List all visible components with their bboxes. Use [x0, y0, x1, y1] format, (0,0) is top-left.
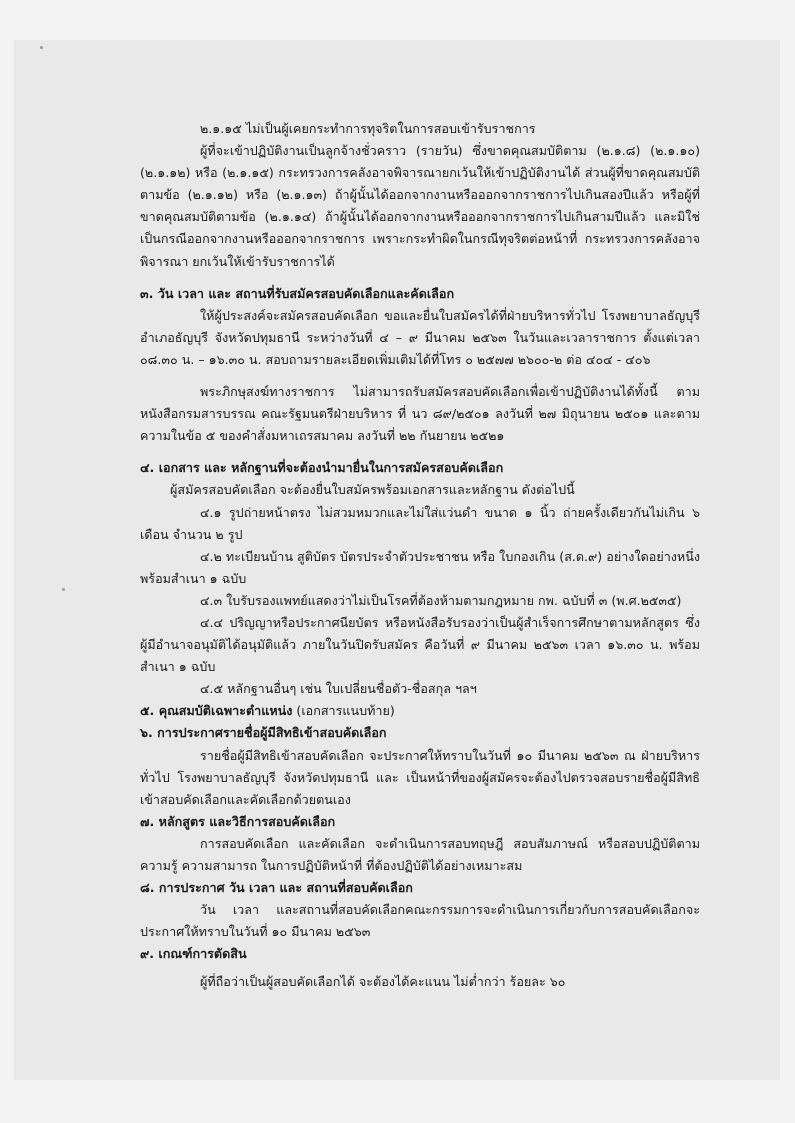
section-4-heading: ๔. เอกสาร และ หลักฐานที่จะต้องนำมายื่นในการสมัครสอบคัดเลือก: [140, 460, 504, 476]
document-item-4-1: ๔.๑ รูปถ่ายหน้าตรง ไม่สวมหมวกและไม่ใส่แว่นดำ ขนาด ๑ นิ้ว ถ่ายครั้งเดียวกันไม่เกิน ๖ เดือน จำนวน ๒ รูป: [140, 504, 700, 542]
section-5-note: (เอกสารแนบท้าย): [292, 703, 395, 719]
clause-2-1-15: ๒.๑.๑๕ ไม่เป็นผู้เคยกระทำการทุจริตในการสอบเข้ารับราชการ: [200, 121, 536, 136]
section-3-heading: ๓. วัน เวลา และ สถานที่รับสมัครสอบคัดเลือกและคัดเลือก: [140, 285, 455, 301]
exam-schedule-paragraph: วัน เวลา และสถานที่สอบคัดเลือกคณะกรรมการจะดำเนินการเกี่ยวกับการสอบคัดเลือกจะประกาศให้ทราบในวันที่ ๑๐ มีนาคม ๒๕๖๓: [140, 902, 700, 940]
exam-method-paragraph: การสอบคัดเลือก และคัดเลือก จะดำเนินการสอบทฤษฎี สอบสัมภาษณ์ หรือสอบปฏิบัติตามความรู้ ความสามารถ ในการปฏิบัติหน้าที่ ที่ต้องปฏิบัติได้อย่างเหมาะสม: [140, 835, 700, 873]
scan-speck: [62, 588, 65, 591]
section-5-heading: [140, 700, 700, 722]
document-item-4-4: ๔.๔ ปริญญาหรือประกาศนียบัตร หรือหนังสือรับรองว่าเป็นผู้สำเร็จการศึกษาตามหลักสูตร ซึ่งผู้มีอำนาจอนุมัติได้อนุมัติแล้ว ภายในวันปิดรับสมัคร คือวันที่ ๙ มีนาคม ๒๕๖๓ เวลา ๑๖.๓๐ น. พร้อมสำเนา ๑ ฉบับ: [140, 614, 700, 675]
exemption-paragraph: ผู้ที่จะเข้าปฏิบัติงานเป็นลูกจ้างชั่วคราว (รายวัน) ซึ่งขาดคุณสมบัติตาม (๒.๑.๘) (๒.๑.๑๐) (๒.๑.๑๒) หรือ (๒.๑.๑๕) กระทรวงการคลังอาจพิจารณายกเว้นให้เข้าปฏิบัติงานได้ ส่วนผู้ที่ขาดคุณสมบัติตามข้อ (๒.๑.๑๒) หรือ (๒.๑.๑๓) ถ้าผู้นั้นได้ออกจากงานหรือออกจากราชการไปเกินสองปีแล้ว หรือผู้ที่ขาดคุณสมบัติตามข้อ (๒.๑.๑๔) ถ้าผู้นั้นได้ออกจากงานหรือออกจากราชการไปเกินสามปีแล้ว และมิใช่เป็นกรณีออกจากงานหรือออกจากราชการ เพราะกระทำผิดในกรณีทุจริตต่อหน้าที่ กระทรวงการคลังอาจพิจารณา ยกเว้นให้เข้ารับราชการได้: [140, 143, 700, 269]
section-6-heading: ๖. การประกาศรายชื่อผู้มีสิทธิเข้าสอบคัดเลือก: [140, 725, 387, 741]
scan-speck: [40, 46, 43, 49]
application-period-paragraph: ให้ผู้ประสงค์จะสมัครสอบคัดเลือก ขอและยื่นใบสมัครได้ที่ฝ่ายบริหารทั่วไป โรงพยาบาลธัญบุรี อำเภอธัญบุรี จังหวัดปทุมธานี ระหว่างวันที่ ๔ – ๙ มีนาคม ๒๕๖๓ ในวันและเวลาราชการ ตั้งแต่เวลา ๐๘.๓๐ น. – ๑๖.๓๐ น. สอบถามรายละเอียดเพิ่มเติมได้ที่โทร ๐ ๒๕๗๗ ๒๖๐๐-๒ ต่อ ๔๐๔ - ๔๐๖: [140, 307, 700, 367]
section-9-heading: ๙. เกณฑ์การตัดสิน: [140, 946, 247, 962]
document-item-4-3: ๔.๓ ใบรับรองแพทย์แสดงว่าไม่เป็นโรคที่ต้องห้ามตามกฎหมาย กพ. ฉบับที่ ๓ (พ.ศ.๒๕๓๕): [200, 592, 682, 608]
document-item-4-5: ๔.๕ หลักฐานอื่นๆ เช่น ใบเปลี่ยนชื่อตัว-ชื่อสกุล ฯลฯ: [200, 681, 477, 697]
section-8-heading: ๘. การประกาศ วัน เวลา และ สถานที่สอบคัดเลือก: [140, 880, 413, 896]
section-7-heading: ๗. หลักสูตร และวิธีการสอบคัดเลือก: [140, 813, 336, 829]
candidate-list-paragraph: รายชื่อผู้มีสิทธิเข้าสอบคัดเลือก จะประกาศให้ทราบในวันที่ ๑๐ มีนาคม ๒๕๖๓ ณ ฝ่ายบริหารทั่วไป โรงพยาบาลธัญบุรี จังหวัดปทุมธานี และ เป็นหน้าที่ของผู้สมัครจะต้องไปตรวจสอบรายชื่อผู้มีสิทธิเข้าสอบคัดเลือกและคัดเลือกด้วยตนเอง: [140, 747, 700, 807]
document-item-4-2: ๔.๒ ทะเบียนบ้าน สูติบัตร บัตรประจำตัวประชาชน หรือ ใบกองเกิน (ส.ด.๙) อย่างใดอย่างหนึ่ง พร้อมสำเนา ๑ ฉบับ: [140, 548, 700, 586]
documents-intro: ผู้สมัครสอบคัดเลือก จะต้องยื่นใบสมัครพร้อมเอกสารและหลักฐาน ดังต่อไปนี้: [170, 482, 575, 498]
passing-criteria-paragraph: ผู้ที่ถือว่าเป็นผู้สอบคัดเลือกได้ จะต้องได้คะแนน ไม่ต่ำกว่า ร้อยละ ๖๐: [200, 974, 566, 990]
section-5-title: ๕. คุณสมบัติเฉพาะตำแหน่ง: [140, 703, 293, 719]
monks-restriction-paragraph: พระภิกษุสงฆ์ทางราชการ ไม่สามารถรับสมัครสอบคัดเลือกเพื่อเข้าปฏิบัติงานได้ทั้งนี้ ตามหนังสือกรมสารบรรณ คณะรัฐมนตรีฝ่ายบริหาร ที่ นว ๘๙/๒๕๐๑ ลงวันที่ ๒๗ มิถุนายน ๒๕๐๑ และตามความในข้อ ๕ ของคำสั่งมหาเถรสมาคม ลงวันที่ ๒๒ กันยายน ๒๕๒๑: [140, 384, 700, 444]
document-body: [140, 118, 700, 994]
